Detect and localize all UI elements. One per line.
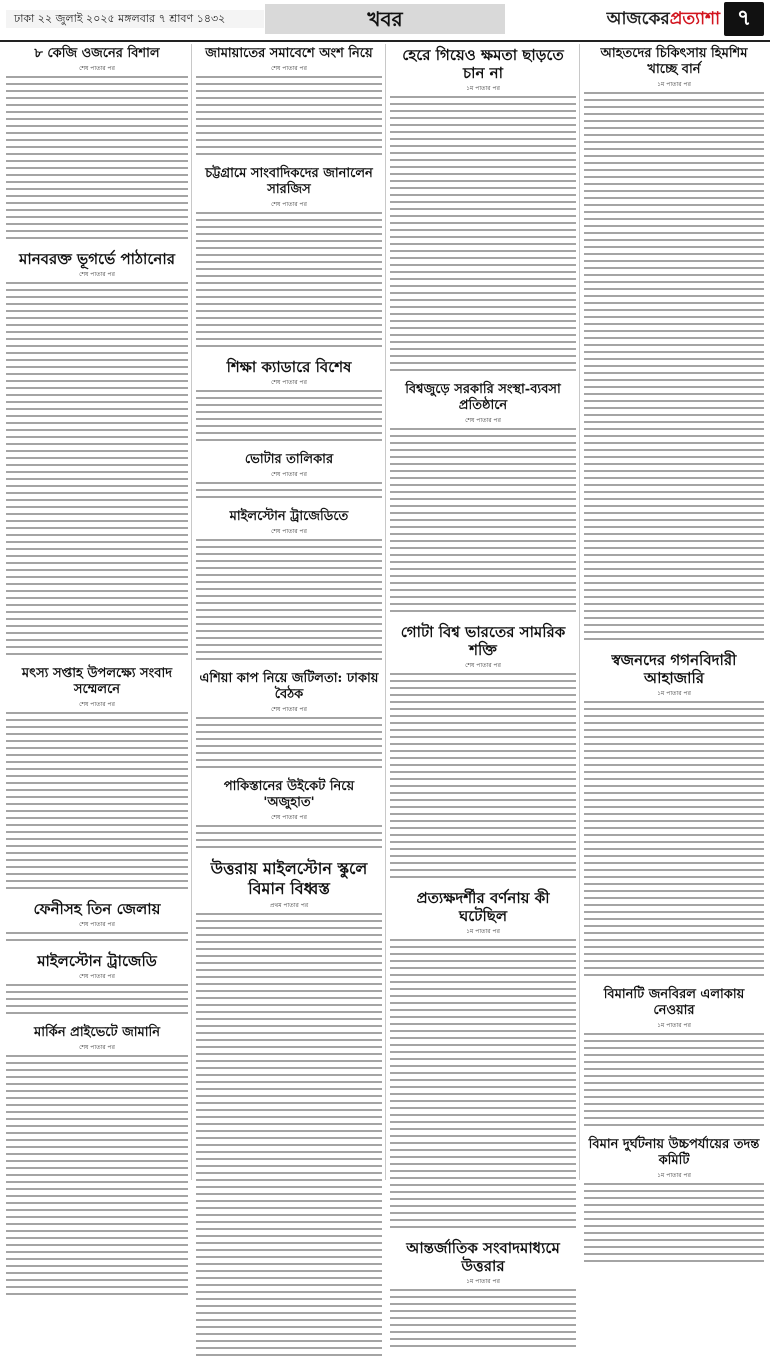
date-line: ঢাকা ২২ জুলাই ২০২৫ মঙ্গলবার ৭ শ্রাবণ ১৪৩২ bbox=[6, 10, 264, 28]
continuation-note: শেষ পাতার পর bbox=[271, 201, 307, 208]
story-headline: বিমান দুর্ঘটনায় উচ্চপর্যায়ের তদন্ত কমিটি bbox=[588, 1137, 760, 1168]
continuation-note: ১ম পাতার পর bbox=[466, 85, 500, 92]
story-headline: উত্তরায় মাইলস্টোন স্কুলে বিমান বিধ্বস্ত bbox=[210, 859, 368, 898]
story-body bbox=[6, 1055, 188, 1295]
continuation-note: শেষ পাতার পর bbox=[465, 662, 501, 669]
column-divider bbox=[579, 44, 580, 1180]
story bbox=[584, 987, 764, 1131]
column-3 bbox=[390, 44, 576, 1285]
story bbox=[6, 900, 188, 946]
story-headline: ভোটার তালিকার bbox=[244, 452, 334, 467]
story-body bbox=[6, 712, 188, 894]
continuation-note: ১ম পাতার পর bbox=[466, 928, 500, 935]
story-headline: স্বজনদের গগনবিদারী আহাজারি bbox=[611, 651, 737, 687]
logo-part-1: আজকের bbox=[606, 9, 670, 29]
story bbox=[196, 509, 382, 665]
story-body bbox=[584, 1183, 764, 1267]
column-2 bbox=[196, 44, 382, 1180]
story-body bbox=[6, 984, 188, 1019]
story bbox=[196, 358, 382, 446]
column-divider bbox=[385, 44, 386, 1180]
story-body bbox=[196, 539, 382, 665]
story-headline: ফেনীসহ তিন জেলায় bbox=[33, 900, 161, 918]
story-headline: বিমানটি জনবিরল এলাকায় নেওয়ার bbox=[603, 987, 745, 1018]
story-body bbox=[6, 282, 188, 660]
story bbox=[390, 889, 576, 1233]
story-body bbox=[584, 1033, 764, 1131]
story-headline: চট্টগ্রামে সাংবাদিকদের জানালেন সারজিস bbox=[205, 166, 373, 197]
continuation-note: শেষ পাতার পর bbox=[271, 528, 307, 535]
story-body bbox=[390, 428, 576, 617]
story bbox=[196, 166, 382, 352]
column-4 bbox=[584, 44, 764, 1180]
story-headline: বিশ্বজুড়ে সরকারি সংস্থা-ব্যবসা প্রতিষ্ঠানে bbox=[405, 382, 561, 413]
story bbox=[6, 250, 188, 660]
continuation-note: শেষ পাতার পর bbox=[271, 65, 307, 72]
story-body bbox=[584, 701, 764, 981]
continuation-note: শেষ পাতার পর bbox=[79, 65, 115, 72]
story-body bbox=[6, 932, 188, 946]
continuation-note: ১ম পাতার পর bbox=[657, 1172, 691, 1179]
continuation-note: শেষ পাতার পর bbox=[79, 973, 115, 980]
story-body bbox=[390, 1289, 576, 1352]
story-headline: জামায়াতের সমাবেশে অংশ নিয়ে bbox=[205, 46, 373, 61]
story bbox=[196, 779, 382, 853]
story-headline: শিক্ষা ক্যাডারে বিশেষ bbox=[226, 358, 352, 376]
story-headline: আহতদের চিকিৎসায় হিমশিম খাচ্ছে বার্ন bbox=[600, 46, 748, 77]
story-body bbox=[584, 92, 764, 645]
story bbox=[196, 859, 382, 1361]
story bbox=[196, 46, 382, 160]
story-body bbox=[196, 482, 382, 503]
continuation-note: শেষ পাতার পর bbox=[79, 701, 115, 708]
story-headline: গোটা বিশ্ব ভারতের সামরিক শক্তি bbox=[400, 623, 566, 659]
story-body bbox=[196, 76, 382, 160]
story-headline: প্রত্যক্ষদর্শীর বর্ণনায় কী ঘটেছিল bbox=[416, 889, 550, 925]
story-headline: ৮ কেজি ওজনের বিশাল bbox=[34, 46, 160, 61]
column-divider bbox=[191, 44, 192, 1180]
story-body bbox=[196, 390, 382, 446]
continuation-note: ১ম পাতার পর bbox=[466, 1278, 500, 1285]
story-headline: পাকিস্তানের উইকেট নিয়ে 'অজুহাত' bbox=[223, 779, 355, 810]
story bbox=[6, 1025, 188, 1295]
continuation-note: শেষ পাতার পর bbox=[465, 417, 501, 424]
story bbox=[6, 46, 188, 244]
story-body bbox=[196, 825, 382, 853]
story bbox=[390, 623, 576, 883]
continuation-note: প্রথম পাতার পর bbox=[269, 902, 309, 909]
continuation-note: ১ম পাতার পর bbox=[657, 81, 691, 88]
story-body bbox=[196, 212, 382, 352]
continuation-note: শেষ পাতার পর bbox=[271, 814, 307, 821]
story-body bbox=[390, 96, 576, 376]
story bbox=[584, 651, 764, 981]
story-headline: হেরে গিয়েও ক্ষমতা ছাড়তে চান না bbox=[402, 46, 564, 82]
story-headline: মৎস্য সপ্তাহ উপলক্ষ্যে সংবাদ সম্মেলনে bbox=[21, 666, 173, 697]
story-headline: মাইলস্টোন ট্রাজেডি bbox=[37, 952, 157, 970]
story bbox=[584, 1137, 764, 1267]
story bbox=[584, 46, 764, 645]
continuation-note: শেষ পাতার পর bbox=[79, 921, 115, 928]
story-headline: মার্কিন প্রাইভেটে জামানি bbox=[34, 1025, 160, 1040]
logo-part-2: প্রত্যাশা bbox=[669, 9, 720, 29]
continuation-note: শেষ পাতার পর bbox=[79, 1044, 115, 1051]
section-title: খবর bbox=[265, 4, 505, 34]
newspaper-logo bbox=[560, 6, 720, 32]
column-1 bbox=[6, 44, 188, 1180]
story bbox=[6, 666, 188, 894]
story-headline: মাইলস্টোন ট্রাজেডিতে bbox=[229, 509, 349, 524]
story-headline: এশিয়া কাপ নিয়ে জটিলতা: ঢাকায় বৈঠক bbox=[199, 671, 379, 702]
story-body bbox=[390, 939, 576, 1233]
story bbox=[390, 46, 576, 376]
story bbox=[390, 1239, 576, 1352]
story-body bbox=[390, 673, 576, 883]
continuation-note: শেষ পাতার পর bbox=[79, 271, 115, 278]
story bbox=[196, 671, 382, 773]
story-body bbox=[196, 717, 382, 773]
story bbox=[196, 452, 382, 503]
page-number: ৭ bbox=[724, 2, 764, 36]
continuation-note: শেষ পাতার পর bbox=[271, 379, 307, 386]
story bbox=[6, 952, 188, 1019]
story-headline: আন্তর্জাতিক সংবাদমাধ্যমে উত্তরার bbox=[406, 1239, 560, 1275]
continuation-note: ১ম পাতার পর bbox=[657, 690, 691, 697]
masthead bbox=[0, 0, 770, 42]
story-body bbox=[196, 913, 382, 1361]
story bbox=[390, 382, 576, 617]
story-headline: মানবরক্ত ভূগর্ভে পাঠানোর bbox=[19, 250, 175, 268]
continuation-note: ১ম পাতার পর bbox=[657, 1022, 691, 1029]
story-body bbox=[6, 76, 188, 244]
continuation-note: শেষ পাতার পর bbox=[271, 471, 307, 478]
continuation-note: শেষ পাতার পর bbox=[271, 706, 307, 713]
